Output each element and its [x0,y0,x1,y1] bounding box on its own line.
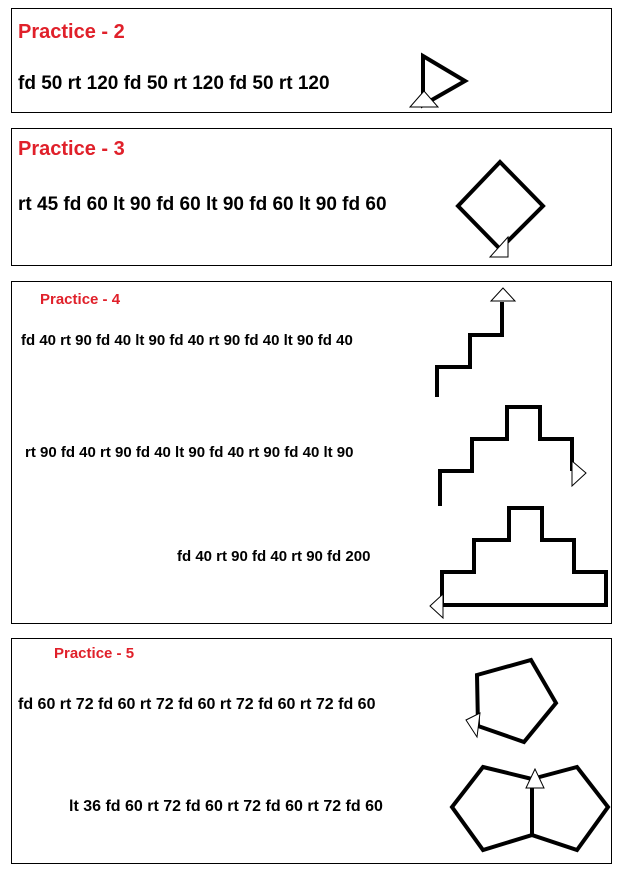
practice-4-command-3: fd 40 rt 90 fd 40 rt 90 fd 200 [177,548,371,565]
pentagon-figures [12,639,613,865]
practice-5-panel [11,638,612,864]
staircase-shape [437,302,502,397]
pyramid-steps-shape [440,407,572,506]
practice-4-command-2: rt 90 fd 40 rt 90 fd 40 lt 90 fd 40 rt 90 fd 40 lt 90 [25,444,354,461]
triangle-figure [12,9,613,114]
turtle-cursor-icon [466,713,480,737]
practice-4-command-1: fd 40 rt 90 fd 40 lt 90 fd 40 rt 90 fd 40 lt 90 fd 40 [21,332,353,349]
double-pentagon-left-shape [452,767,532,850]
turtle-cursor-icon [491,288,515,301]
turtle-cursor-icon [430,594,443,618]
practice-2-command: fd 50 rt 120 fd 50 rt 120 fd 50 rt 120 [18,73,330,94]
closed-step-pyramid-shape [442,508,606,605]
practice-4-title: Practice - 4 [40,291,121,308]
practice-5-title: Practice - 5 [54,645,135,662]
practice-2-title: Practice - 2 [18,21,125,43]
practice-3-panel [11,128,612,266]
staircase-figures [12,282,613,625]
practice-5-command-1: fd 60 rt 72 fd 60 rt 72 fd 60 rt 72 fd 60 rt 72 fd 60 [18,696,376,713]
pentagon-shape [477,660,556,742]
practice-3-title: Practice - 3 [18,138,125,160]
practice-4-panel [11,281,612,624]
practice-3-command: rt 45 fd 60 lt 90 fd 60 lt 90 fd 60 lt 90 fd 60 [18,194,387,215]
diamond-shape [458,162,543,249]
double-pentagon-right-shape [532,767,608,850]
practice-5-command-2: lt 36 fd 60 rt 72 fd 60 rt 72 fd 60 rt 72 fd 60 [69,798,383,815]
practice-2-panel [11,8,612,113]
diamond-figure [12,129,613,267]
turtle-cursor-icon [572,461,586,486]
